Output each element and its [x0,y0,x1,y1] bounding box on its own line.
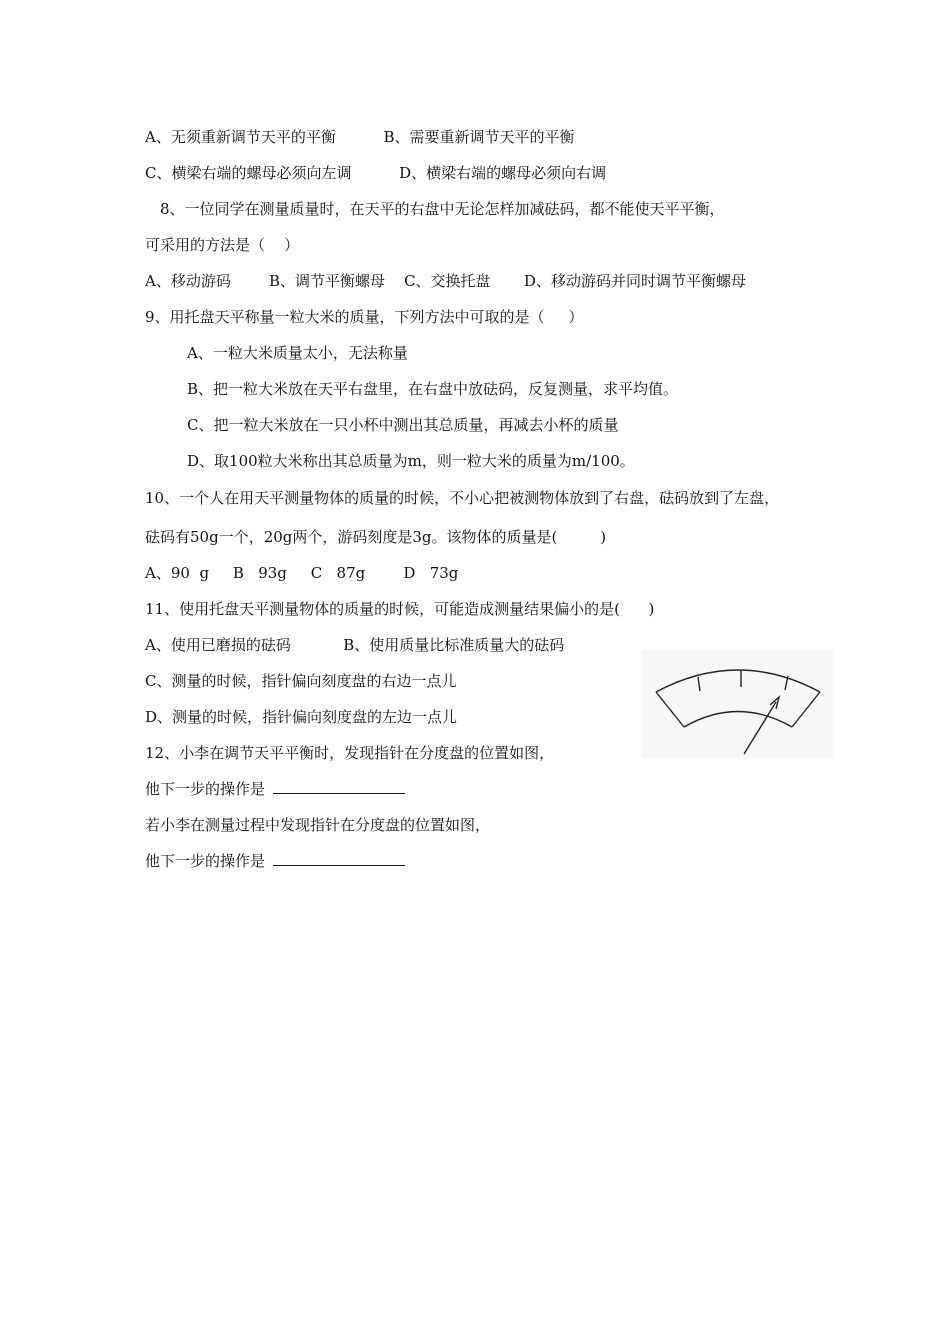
q9-stem: 9、用托盘天平称量一粒大米的质量，下列方法中可取的是（ ） [145,308,584,326]
dial-right-edge [792,692,820,727]
pointer-arrowhead [770,697,779,709]
q11-option-d: D、测量的时候，指针偏向刻度盘的左边一点儿 [145,708,458,726]
q10-stem-line1: 10、一个人在用天平测量物体的质量的时候，不小心把被测物体放到了右盘，砝码放到了左盘， [145,489,780,507]
dial-left-edge [656,692,684,727]
q8-stem-line1: 8、一位同学在测量质量时，在天平的右盘中无论怎样加减砝码，都不能使天平平衡， [160,200,725,218]
pointer-needle [744,702,776,754]
q11-stem: 11、使用托盘天平测量物体的质量的时候，可能造成测量结果偏小的是( ) [145,600,655,618]
dial-outer-arc [656,670,820,692]
q12-prompt-1: 他下一步的操作是 [145,780,266,798]
q9-option-b: B、把一粒大米放在天平右盘里，在右盘中放砝码，反复测量，求平均值。 [187,380,679,398]
q12-answer-row-1 [145,779,405,799]
dial-tick-left [698,677,700,691]
q11-option-c: C、测量的时候，指针偏向刻度盘的右边一点儿 [145,672,457,690]
dial-inner-arc [684,712,792,728]
q8-options: A、移动游码 B、调节平衡螺母 C、交换托盘 D、移动游码并同时调节平衡螺母 [145,272,746,290]
balance-scale-dial-figure [642,650,834,758]
answer-blank-1[interactable] [273,779,405,794]
q12-answer-row-2 [145,851,405,871]
answer-blank-2[interactable] [273,851,405,866]
q12-stem-line1: 12、小李在调节天平平衡时，发现指针在分度盘的位置如图， [145,744,555,762]
dial-svg [642,650,834,758]
q10-stem-line2: 砝码有50g一个，20g两个，游码刻度是3g。该物体的质量是( ) [145,528,607,546]
q10-options: A、90 g B 93g C 87g D 73g [145,564,459,582]
q12-prompt-2: 他下一步的操作是 [145,852,266,870]
q12-stem-line3: 若小李在测量过程中发现指针在分度盘的位置如图， [145,816,491,834]
q7-options-ab: A、无须重新调节天平的平衡 B、需要重新调节天平的平衡 [145,128,575,146]
q7-options-cd: C、横梁右端的螺母必须向左调 D、横梁右端的螺母必须向右调 [145,164,607,182]
q9-option-d: D、取100粒大米称出其总质量为m，则一粒大米的质量为m/100。 [187,452,635,470]
q11-options-ab: A、使用已磨损的砝码 B、使用质量比标准质量大的砝码 [145,636,565,654]
q9-option-a: A、一粒大米质量太小，无法称量 [187,344,408,362]
q9-option-c: C、把一粒大米放在一只小杯中测出其总质量，再减去小杯的质量 [187,416,619,434]
q8-stem-line2: 可采用的方法是（ ） [145,236,300,254]
